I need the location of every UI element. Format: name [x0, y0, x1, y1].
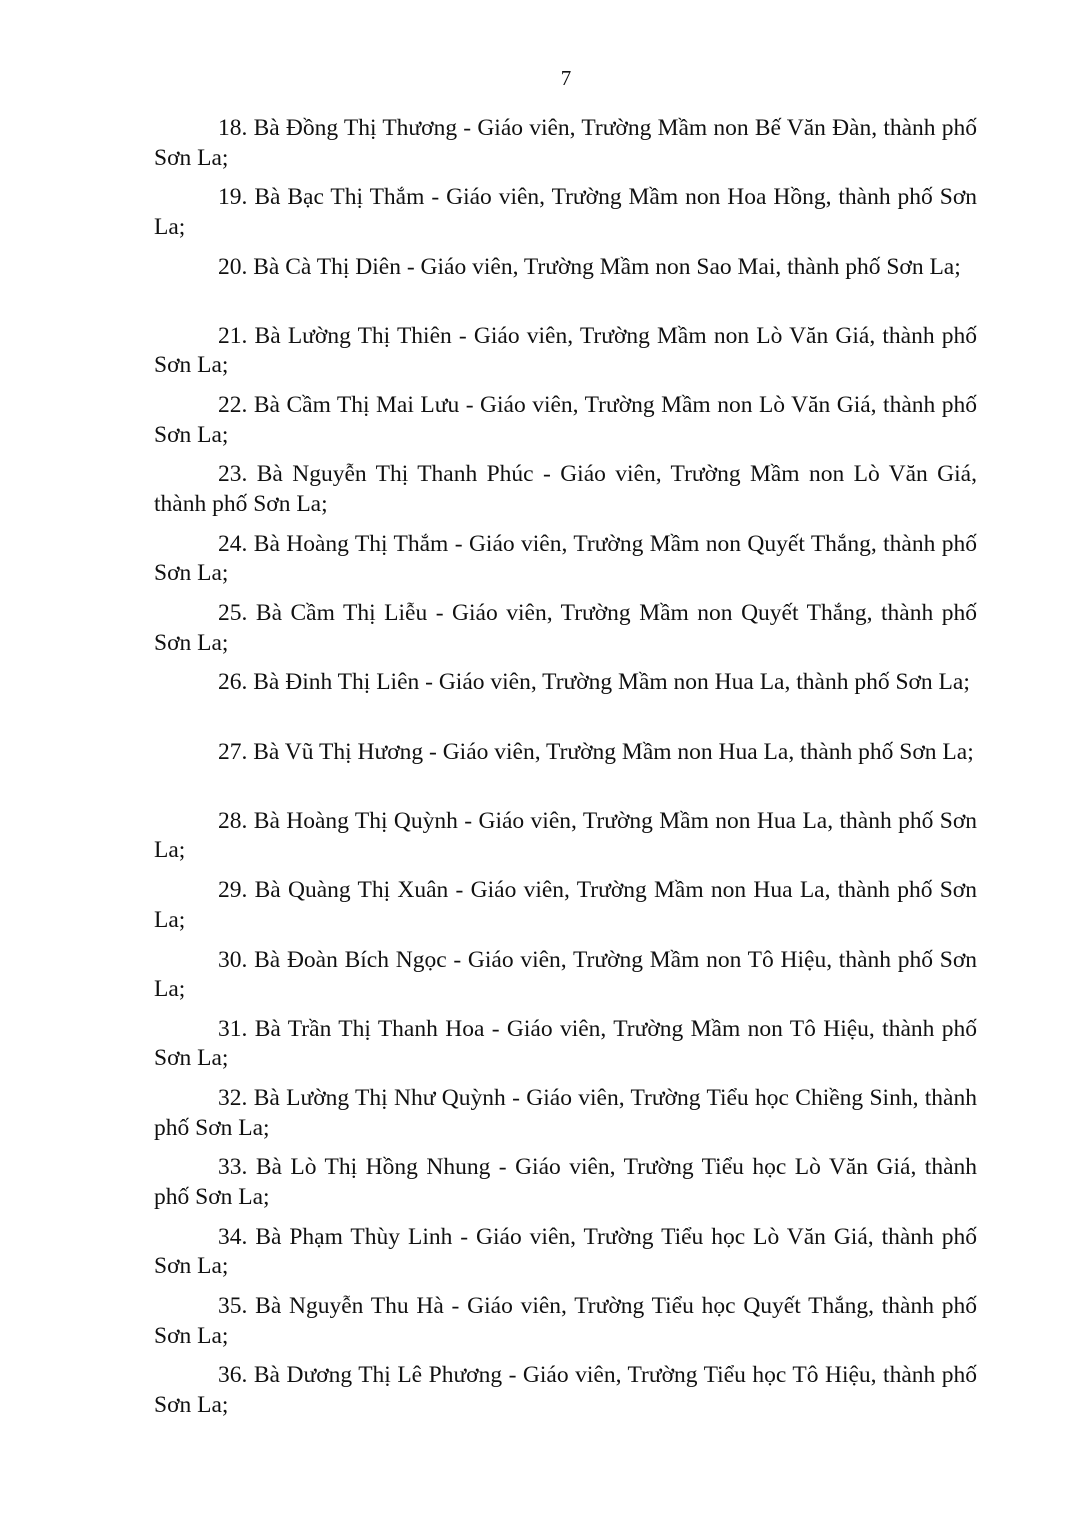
list-item: 32. Bà Lường Thị Như Quỳnh - Giáo viên, Trường Tiểu học Chiềng Sinh, thành phố Sơn La; — [154, 1085, 977, 1141]
list-item: 29. Bà Quàng Thị Xuân - Giáo viên, Trường Mầm non Hua La, thành phố Sơn La; — [154, 877, 977, 933]
entry-list — [154, 114, 977, 1431]
list-item: 35. Bà Nguyễn Thu Hà - Giáo viên, Trường Tiểu học Quyết Thắng, thành phố Sơn La; — [154, 1293, 977, 1349]
list-item: 22. Bà Cầm Thị Mai Lưu - Giáo viên, Trường Mầm non Lò Văn Giá, thành phố Sơn La; — [154, 392, 977, 448]
list-item: 25. Bà Cầm Thị Liễu - Giáo viên, Trường Mầm non Quyết Thắng, thành phố Sơn La; — [154, 600, 977, 656]
list-item: 23. Bà Nguyễn Thị Thanh Phúc - Giáo viên, Trường Mầm non Lò Văn Giá, thành phố Sơn La; — [154, 461, 977, 517]
list-item: 34. Bà Phạm Thùy Linh - Giáo viên, Trường Tiểu học Lò Văn Giá, thành phố Sơn La; — [154, 1223, 977, 1280]
page-number: 7 — [560, 66, 572, 90]
list-item: 26. Bà Đinh Thị Liên - Giáo viên, Trường Mầm non Hua La, thành phố Sơn La; — [218, 669, 970, 696]
list-item: 20. Bà Cà Thị Diên - Giáo viên, Trường Mầm non Sao Mai, thành phố Sơn La; — [218, 253, 961, 280]
list-item: 19. Bà Bạc Thị Thắm - Giáo viên, Trường Mầm non Hoa Hồng, thành phố Sơn La; — [154, 184, 977, 240]
list-item: 27. Bà Vũ Thị Hương - Giáo viên, Trường Mầm non Hua La, thành phố Sơn La; — [218, 738, 974, 765]
list-item: 33. Bà Lò Thị Hồng Nhung - Giáo viên, Trường Tiểu học Lò Văn Giá, thành phố Sơn La; — [154, 1154, 977, 1210]
list-item: 36. Bà Dương Thị Lê Phương - Giáo viên, Trường Tiểu học Tô Hiệu, thành phố Sơn La; — [154, 1362, 977, 1418]
list-item: 18. Bà Đồng Thị Thương - Giáo viên, Trường Mầm non Bế Văn Đàn, thành phố Sơn La; — [154, 115, 977, 171]
list-item: 28. Bà Hoàng Thị Quỳnh - Giáo viên, Trường Mầm non Hua La, thành phố Sơn La; — [154, 807, 977, 864]
list-item: 31. Bà Trần Thị Thanh Hoa - Giáo viên, Trường Mầm non Tô Hiệu, thành phố Sơn La; — [154, 1015, 977, 1072]
list-item: 24. Bà Hoàng Thị Thắm - Giáo viên, Trường Mầm non Quyết Thắng, thành phố Sơn La; — [154, 530, 977, 587]
list-item: 30. Bà Đoàn Bích Ngọc - Giáo viên, Trường Mầm non Tô Hiệu, thành phố Sơn La; — [154, 946, 977, 1003]
list-item: 21. Bà Lường Thị Thiên - Giáo viên, Trường Mầm non Lò Văn Giá, thành phố Sơn La; — [154, 322, 977, 379]
